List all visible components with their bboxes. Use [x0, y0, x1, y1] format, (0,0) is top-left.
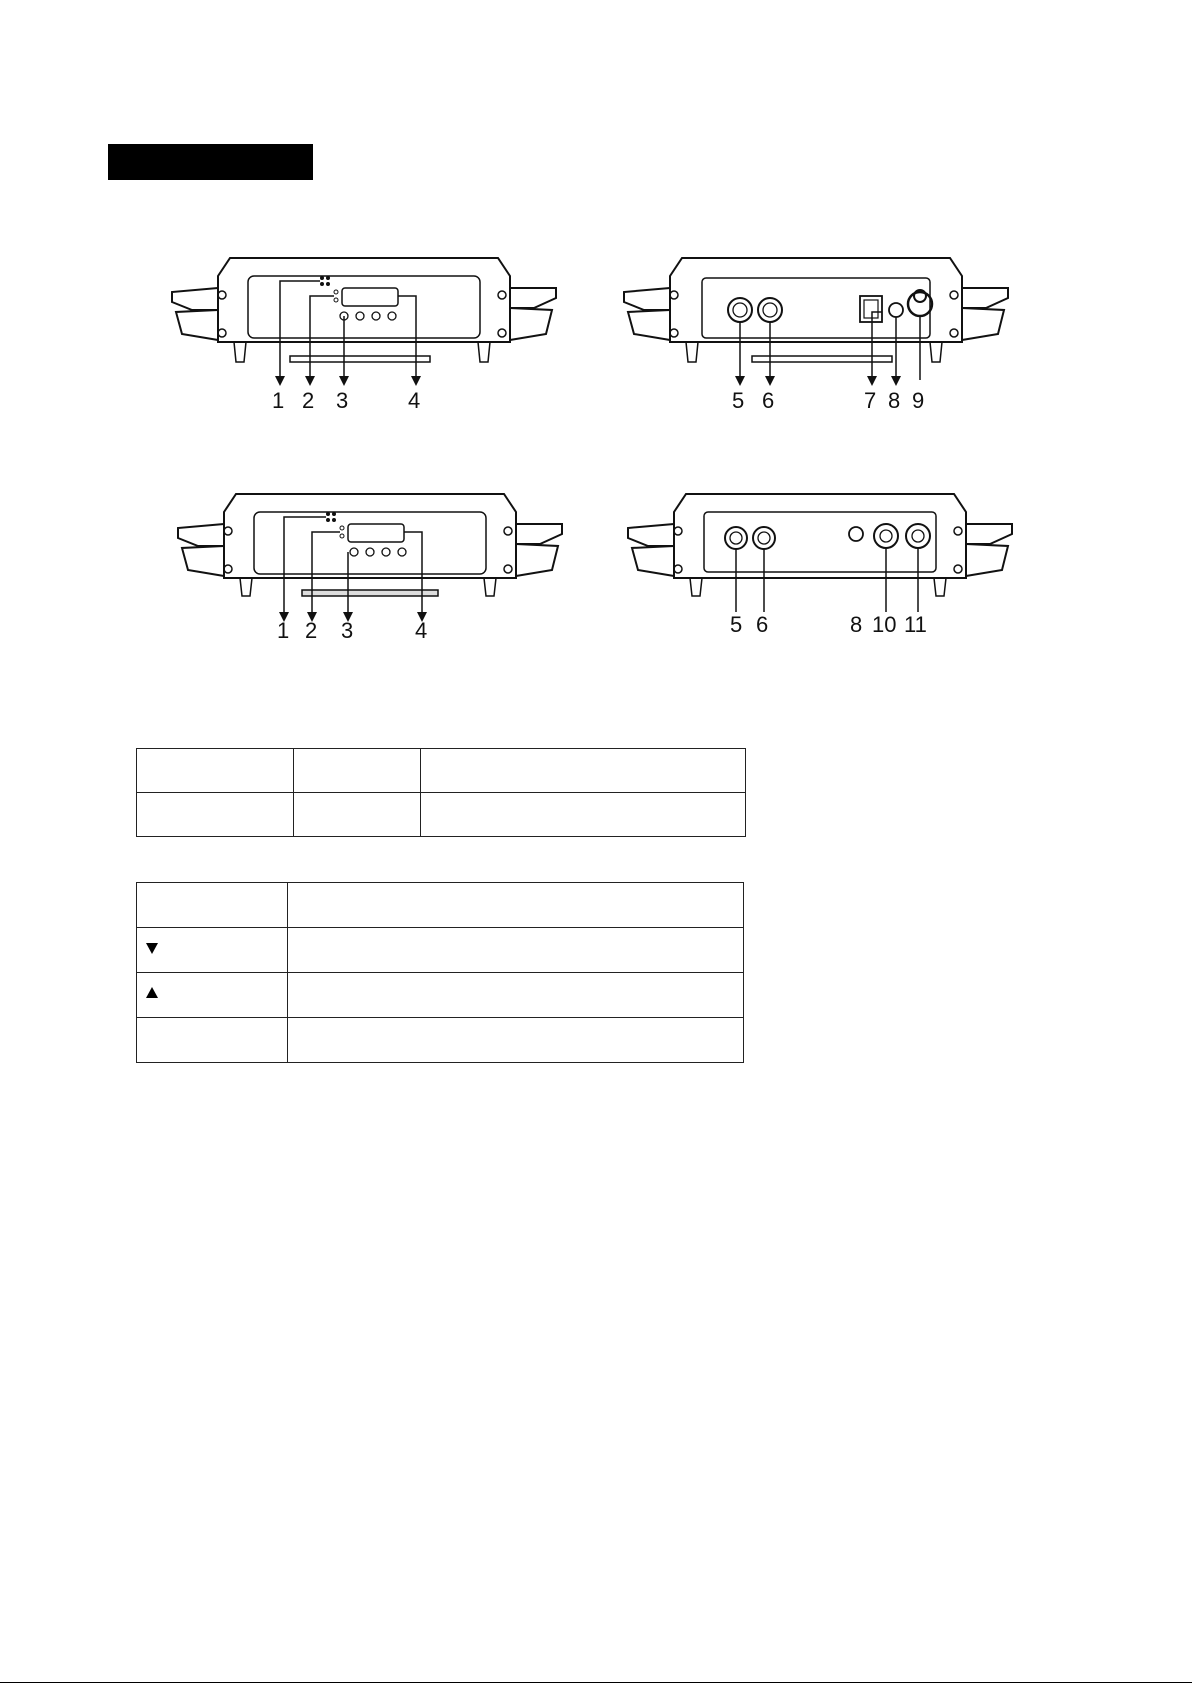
callout-label: 2 — [305, 618, 318, 643]
front-panel-bottom-drawing — [178, 488, 578, 650]
table-cell — [294, 793, 421, 837]
table-cell — [421, 793, 746, 837]
table-desc-cell — [288, 928, 744, 973]
table-row — [137, 1018, 744, 1063]
section-heading-bar — [108, 144, 313, 180]
callout-label: 3 — [341, 618, 354, 643]
down-triangle-icon — [145, 941, 159, 955]
table-key-cell — [137, 928, 288, 973]
table-key-cell — [137, 883, 288, 928]
table-desc-cell — [288, 973, 744, 1018]
diagram-front-panel-bottom — [178, 488, 578, 650]
rear-panel-top-drawing — [624, 252, 1024, 414]
callout-label: 6 — [762, 388, 775, 413]
callout-label: 10 — [872, 612, 897, 637]
table-cell — [137, 793, 294, 837]
table-row — [137, 793, 746, 837]
callout-label: 5 — [730, 612, 743, 637]
callout-label: 8 — [888, 388, 901, 413]
diagram-front-panel-top — [172, 252, 572, 414]
table-row — [137, 883, 744, 928]
diagram-rear-panel-top — [624, 252, 1024, 414]
diagram-rear-panel-bottom — [628, 488, 1028, 650]
callout-label: 2 — [302, 388, 315, 413]
callout-label: 11 — [904, 612, 927, 637]
callout-label: 8 — [850, 612, 863, 637]
table-key-cell — [137, 1018, 288, 1063]
callout-label: 1 — [272, 388, 285, 413]
callout-label: 4 — [408, 388, 421, 413]
table-cell — [294, 749, 421, 793]
table-row — [137, 749, 746, 793]
table-cell — [137, 749, 294, 793]
table-desc-cell — [288, 1018, 744, 1063]
callout-label: 1 — [277, 618, 290, 643]
up-triangle-icon — [145, 986, 159, 1000]
rear-panel-bottom-drawing — [628, 488, 1028, 650]
callout-label: 7 — [864, 388, 877, 413]
spec-table-two — [136, 882, 744, 1063]
table-key-cell — [137, 973, 288, 1018]
callout-label: 4 — [415, 618, 428, 643]
callout-label: 3 — [336, 388, 349, 413]
callout-label: 6 — [756, 612, 769, 637]
spec-table-one — [136, 748, 746, 837]
page-bottom-rule — [0, 1682, 1192, 1683]
front-panel-top-drawing — [172, 252, 572, 414]
callout-label: 9 — [912, 388, 925, 413]
table-row — [137, 973, 744, 1018]
table-row — [137, 928, 744, 973]
callout-label: 5 — [732, 388, 745, 413]
table-desc-cell — [288, 883, 744, 928]
section-heading — [108, 151, 118, 173]
table-cell — [421, 749, 746, 793]
